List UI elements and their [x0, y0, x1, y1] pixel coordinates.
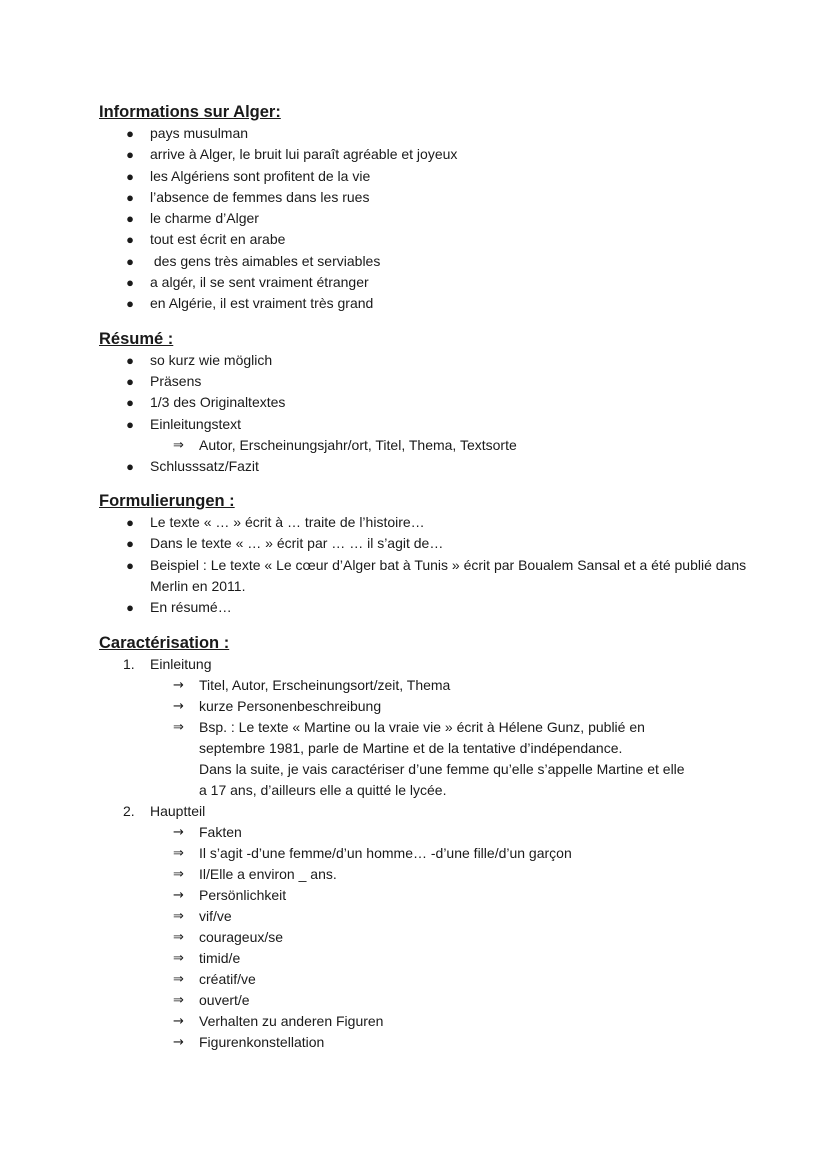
numbered-item: 2. Hauptteil [99, 801, 759, 822]
bullet-icon: ● [126, 600, 134, 616]
sub-item: ⇒ courageux/se [99, 927, 759, 948]
section-title: Résumé : [99, 329, 174, 348]
section-formulierungen [99, 490, 759, 618]
list-item: ● Beispiel : Le texte « Le cœur d’Alger bat à Tunis » écrit par Boualem Sansal et a été publié dans Merlin en 2011. [126, 556, 747, 595]
sub-item: ⇒ ouvert/e [99, 990, 759, 1011]
sub-item: ⇒ créatif/ve [99, 969, 759, 990]
double-arrow-icon: ⇒ [173, 846, 184, 862]
arrow-icon: → [173, 677, 184, 693]
list-item: ● des gens très aimables et serviables [99, 251, 759, 272]
sub-item: → Verhalten zu anderen Figuren [99, 1011, 759, 1032]
sub-item: → Titel, Autor, Erscheinungsort/zeit, Thema [99, 675, 759, 696]
arrow-icon: → [173, 698, 184, 714]
list-item: ● l’absence de femmes dans les rues [99, 187, 759, 208]
arrow-icon: → [173, 1014, 184, 1030]
bullet-icon: ● [126, 147, 134, 163]
numbered-item: 1. Einleitung [99, 654, 759, 675]
double-arrow-icon: ⇒ [173, 719, 184, 735]
bullet-icon: ● [126, 296, 134, 312]
list-item: ● Dans le texte « … » écrit par … … il s’agit de… [99, 533, 759, 554]
list-item: ● Einleitungstext [99, 414, 759, 435]
section-caracterisation [99, 632, 759, 1054]
double-arrow-icon: ⇒ [173, 993, 184, 1009]
list-item: ● tout est écrit en arabe [99, 229, 759, 250]
document-content [99, 101, 759, 1053]
list-item: ● so kurz wie möglich [99, 350, 759, 371]
list-item: ● Präsens [99, 371, 759, 392]
sub-item: → kurze Personenbeschreibung [99, 696, 759, 717]
bullet-icon: ● [126, 395, 134, 411]
list-item: ● Schlusssatz/Fazit [99, 456, 759, 477]
bullet-icon: ● [126, 168, 134, 184]
list-item: ● Le texte « … » écrit à … traite de l’histoire… [99, 512, 759, 533]
double-arrow-icon: ⇒ [173, 867, 184, 883]
section-title: Formulierungen : [99, 492, 235, 511]
double-arrow-icon: ⇒ [173, 930, 184, 946]
list-item: ● les Algériens sont profitent de la vie [99, 166, 759, 187]
section-title: Informations sur Alger: [99, 103, 281, 121]
bullet-icon: ● [126, 458, 134, 474]
bullet-icon: ● [126, 515, 134, 531]
bullet-icon: ● [126, 211, 134, 227]
bullet-icon: ● [126, 253, 134, 269]
bullet-icon: ● [126, 189, 134, 205]
arrow-icon: → [173, 888, 184, 904]
list-item: ● pays musulman [99, 123, 759, 144]
list-item: ● le charme d’Alger [99, 208, 759, 229]
section-title: Caractérisation : [99, 633, 230, 652]
bullet-icon: ● [126, 557, 134, 573]
sub-item: → Fakten [99, 822, 759, 843]
list-item: ● a algér, il se sent vraiment étranger [99, 272, 759, 293]
double-arrow-icon: ⇒ [173, 972, 184, 988]
double-arrow-icon: ⇒ [173, 909, 184, 925]
bullet-icon: ● [126, 275, 134, 291]
sub-item: ⇒ Il s’agit -d’une femme/d’un homme… -d’une fille/d’un garçon [99, 843, 759, 864]
bullet-icon: ● [126, 126, 134, 141]
sub-item: → Figurenkonstellation [99, 1032, 759, 1053]
item-number: 1. [123, 655, 135, 672]
arrow-icon: → [173, 825, 184, 841]
sub-item: ⇒ timid/e [99, 948, 759, 969]
bullet-icon: ● [126, 232, 134, 248]
double-arrow-icon: ⇒ [173, 951, 184, 967]
sub-item: ⇒ vif/ve [99, 906, 759, 927]
list-item: ● arrive à Alger, le bruit lui paraît agréable et joyeux [99, 144, 759, 165]
sub-item: ⇒ Autor, Erscheinungsjahr/ort, Titel, Thema, Textsorte [99, 435, 759, 456]
bullet-icon: ● [126, 373, 134, 389]
arrow-icon: → [173, 1035, 184, 1051]
bullet-icon: ● [126, 352, 134, 368]
item-number: 2. [123, 802, 135, 819]
list-item: ● 1/3 des Originaltextes [99, 392, 759, 413]
list-item: ● En résumé… [99, 597, 759, 618]
bullet-icon: ● [126, 416, 134, 432]
double-arrow-icon: ⇒ [173, 437, 184, 453]
sub-item: → Persönlichkeit [99, 885, 759, 906]
section-resume [99, 328, 759, 477]
bullet-icon: ● [126, 536, 134, 552]
section-informations [99, 101, 759, 315]
sub-item-example: ⇒ Bsp. : Le texte « Martine ou la vraie vie » écrit à Hélene Gunz, publié en septembre 1981, parle de Martine et de la tentative d’indépendance. Dans la suite, je vais caractériser d’une femme qu’elle s’appelle Martine et elle a 17 ans, d’ailleurs elle a quitté le lycée. [173, 718, 685, 798]
sub-item: ⇒ Il/Elle a environ _ ans. [99, 864, 759, 885]
list-item: ● en Algérie, il est vraiment très grand [99, 293, 759, 314]
